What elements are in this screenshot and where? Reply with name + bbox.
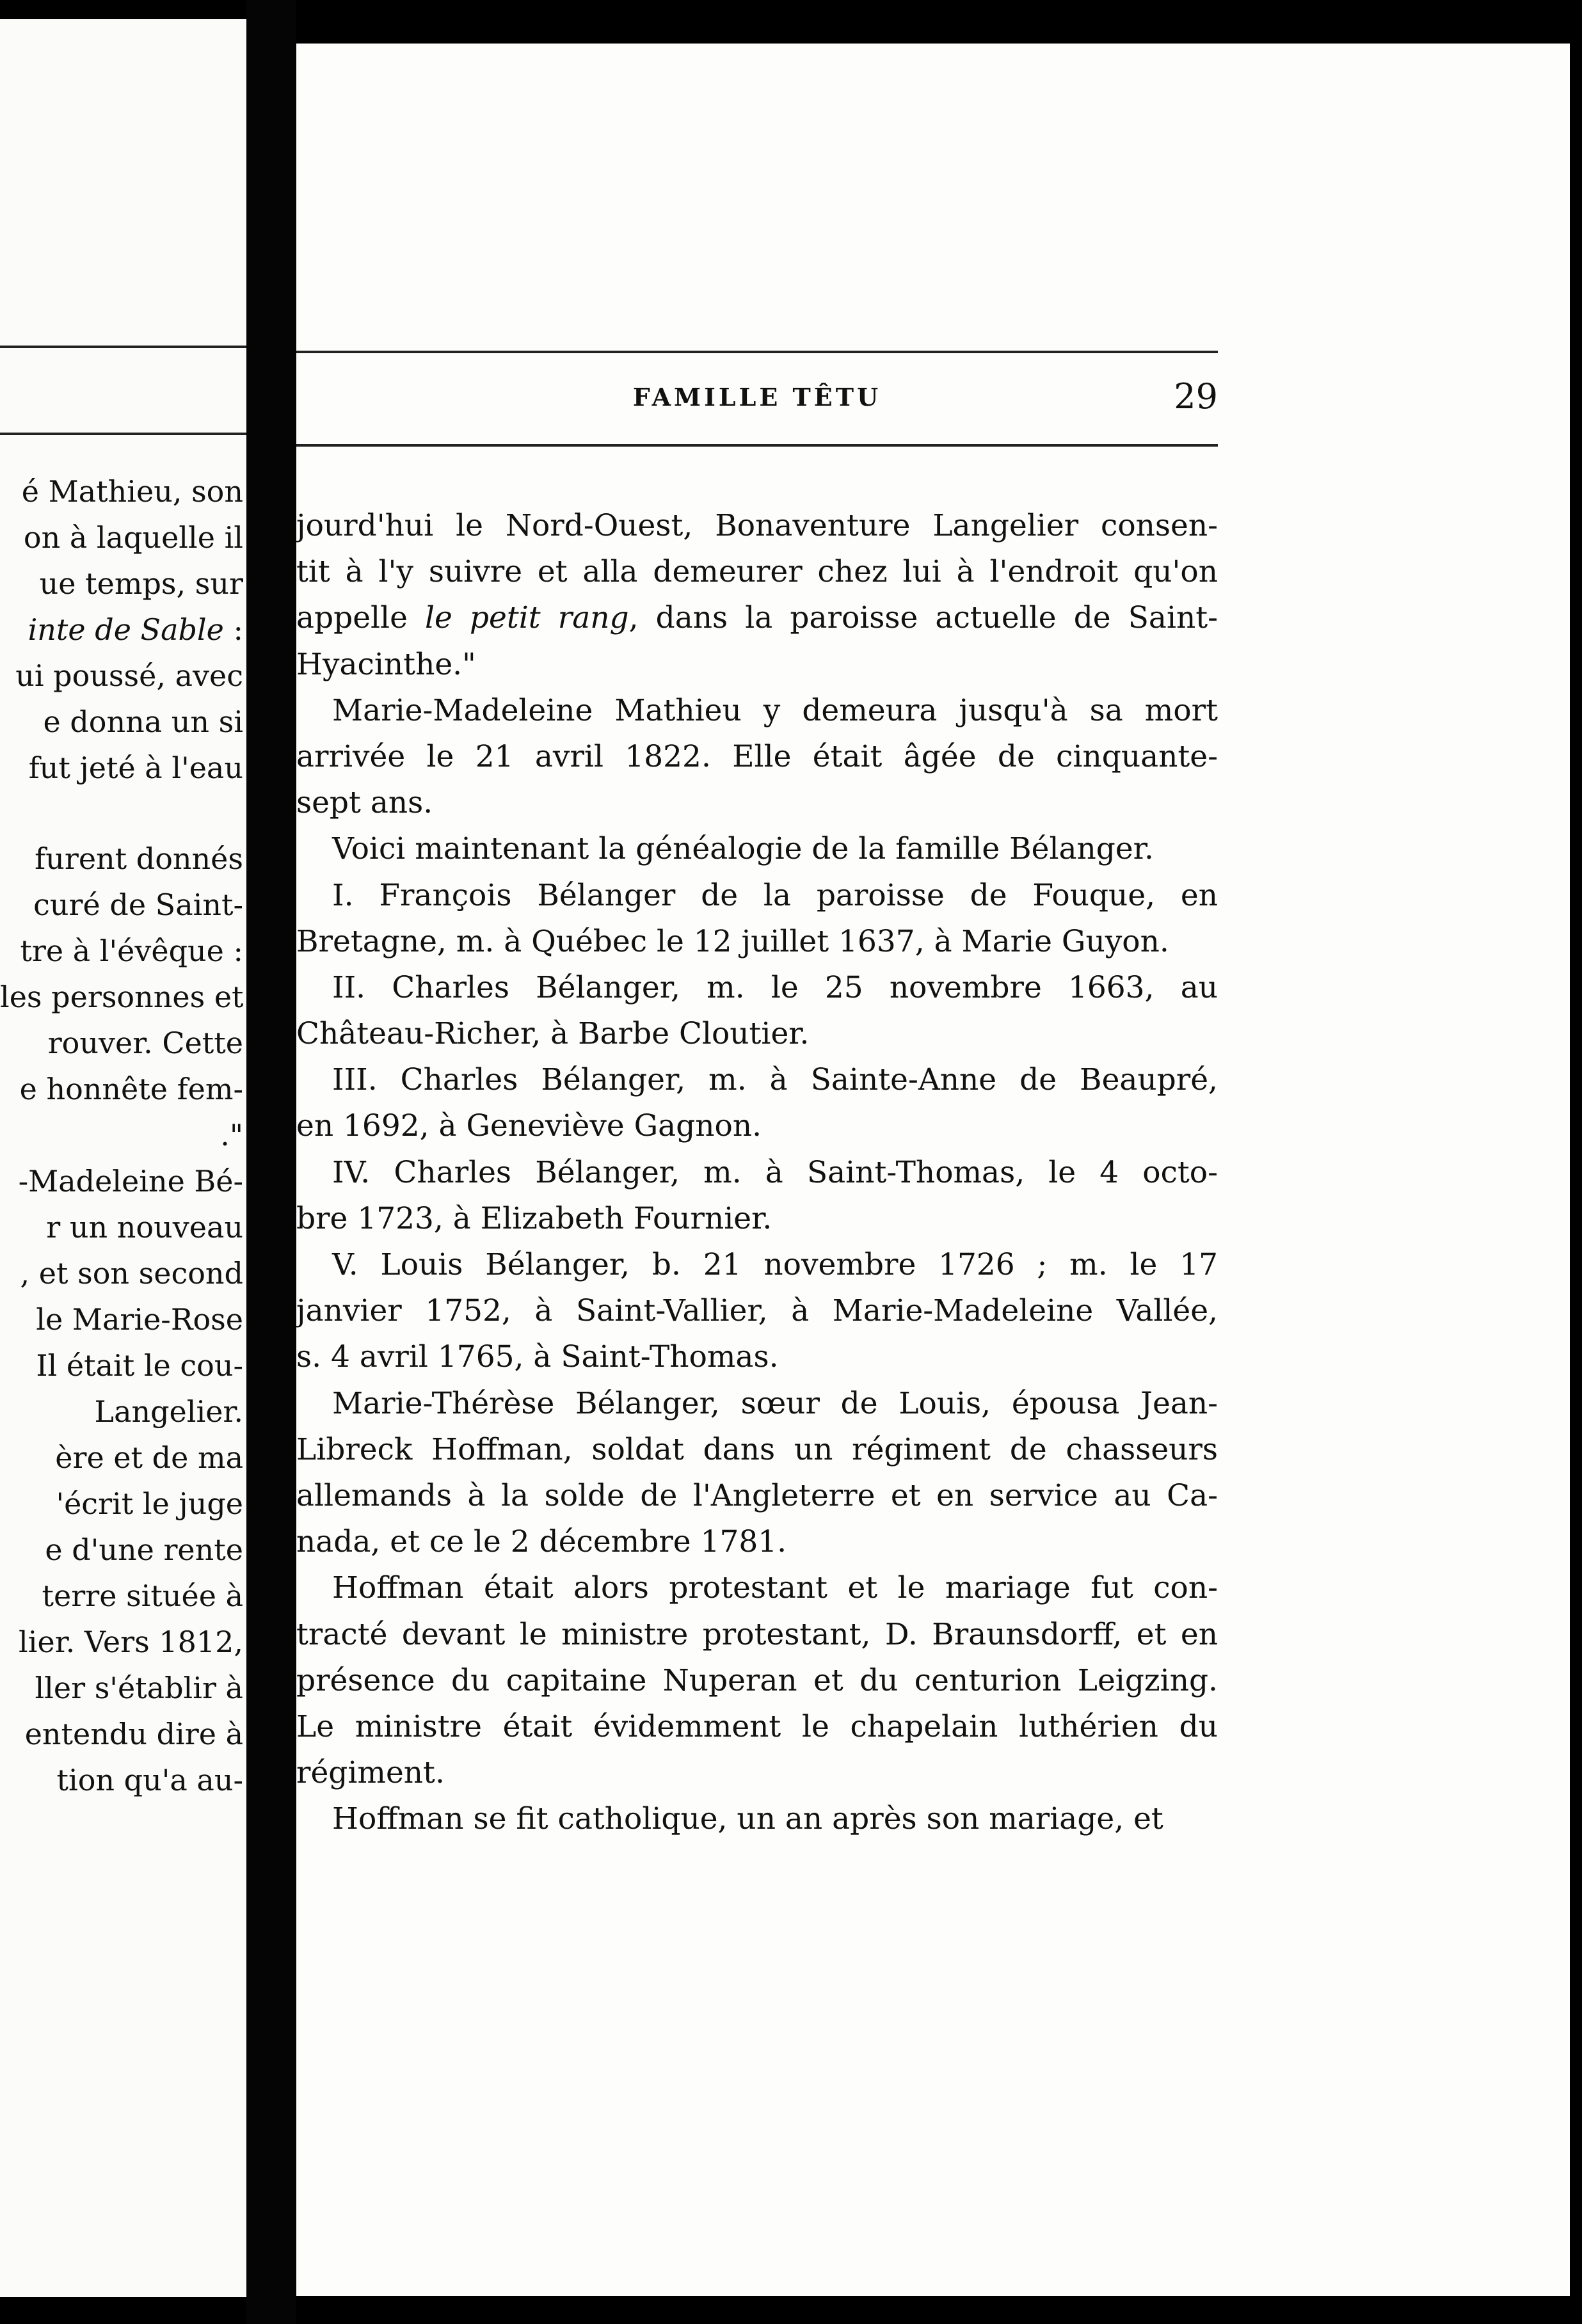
text-line: furent donnés [35, 841, 243, 876]
text-line: Hoffman était alors protestant et le mariage fut con- [332, 1570, 1218, 1606]
text-line: e donna un si [43, 704, 243, 739]
text-line: les personnes et [0, 980, 244, 1014]
text-line: entendu dire à [24, 1717, 243, 1751]
text-line: e d'une rente [45, 1532, 243, 1567]
text-line: Hyacinthe." [296, 646, 476, 682]
text-line: I. François Bélanger de la paroisse de Fouque, en [332, 877, 1218, 913]
header-rule-top [296, 351, 1218, 353]
text-line: tion qu'a au- [56, 1763, 243, 1797]
text-line: inte de Sable : [28, 612, 243, 647]
text-line: jourd'hui le Nord-Ouest, Bonaventure Langelier consen- [296, 508, 1218, 543]
text-line: curé de Saint- [33, 887, 243, 922]
header-rule-bottom [296, 444, 1218, 447]
paragraph [296, 965, 1218, 1057]
text-line: tracté devant le ministre protestant, D. Braunsdorff, et en [296, 1616, 1218, 1652]
text-line: appelle le petit rang, dans la paroisse actuelle de Saint- [296, 600, 1218, 636]
text-line: lier. Vers 1812, [19, 1625, 243, 1659]
previous-page [0, 19, 246, 2297]
paragraph [296, 503, 1218, 688]
page-number: 29 [1174, 376, 1218, 417]
text-line: nada, et ce le 2 décembre 1781. [296, 1524, 787, 1560]
text-line: ue temps, sur [39, 566, 243, 601]
page-header [296, 376, 1218, 434]
running-title: FAMILLE TÊTU [632, 383, 882, 411]
paragraph [296, 1057, 1218, 1149]
text-line: 'écrit le juge [56, 1486, 243, 1521]
text-line: III. Charles Bélanger, m. à Sainte-Anne de Beaupré, [332, 1062, 1218, 1098]
text-line: sept ans. [296, 785, 433, 821]
paragraph [296, 826, 1218, 872]
text-line: ui poussé, avec [15, 658, 243, 693]
header-rule-bottom [0, 433, 246, 435]
paragraph [296, 1565, 1218, 1796]
text-line: V. Louis Bélanger, b. 21 novembre 1726 ; m. le 17 [332, 1247, 1218, 1282]
text-line: Le ministre était évidemment le chapelain luthérien du [296, 1708, 1218, 1744]
page-gutter [246, 0, 296, 2324]
text-line: Libreck Hoffman, soldat dans un régiment de chasseurs [296, 1431, 1218, 1467]
text-line: tre à l'évêque : [20, 934, 243, 968]
text-line: Bretagne, m. à Québec le 12 juillet 1637, à Marie Guyon. [296, 923, 1169, 959]
text-line: ère et de ma [55, 1440, 243, 1475]
text-line: tit à l'y suivre et alla demeurer chez lui à l'endroit qu'on [296, 554, 1218, 590]
text-line: Il était le cou- [36, 1348, 243, 1383]
text-line: fut jeté à l'eau [28, 751, 243, 785]
text-line: arrivée le 21 avril 1822. Elle était âgée de cinquante- [296, 738, 1218, 774]
text-line: Voici maintenant la généalogie de la famille Bélanger. [332, 831, 1154, 867]
previous-page-text [0, 468, 243, 1803]
text-line: présence du capitaine Nuperan et du centurion Leigzing. [296, 1662, 1218, 1698]
text-line: é Mathieu, son [21, 474, 243, 509]
text-line: Hoffman se fit catholique, un an après son mariage, et [332, 1801, 1163, 1837]
text-line: terre située à [42, 1579, 243, 1613]
paragraph [296, 1381, 1218, 1566]
text-line: on à laquelle il [23, 520, 243, 555]
paragraph [296, 688, 1218, 827]
text-line: ller s'établir à [35, 1671, 243, 1705]
text-line: r un nouveau [46, 1210, 243, 1245]
text-line: II. Charles Bélanger, m. le 25 novembre 1663, au [332, 969, 1218, 1005]
text-line: rouver. Cette [47, 1026, 243, 1060]
text-line: janvier 1752, à Saint-Vallier, à Marie-Madeleine Vallée, [296, 1293, 1218, 1329]
text-line: s. 4 avril 1765, à Saint-Thomas. [296, 1339, 779, 1375]
paragraph [296, 1242, 1218, 1381]
paragraph [296, 873, 1218, 965]
text-line: Marie-Thérèse Bélanger, sœur de Louis, épousa Jean- [332, 1385, 1218, 1421]
text-line: -Madeleine Bé- [18, 1164, 243, 1198]
text-line: Langelier. [94, 1394, 243, 1429]
header-rule-top [0, 346, 246, 348]
paragraph [296, 1150, 1218, 1242]
body-text [296, 503, 1218, 1842]
text-line: le Marie-Rose [36, 1302, 243, 1337]
text-line: bre 1723, à Elizabeth Fournier. [296, 1200, 772, 1236]
text-line: Château-Richer, à Barbe Cloutier. [296, 1016, 810, 1052]
text-line: IV. Charles Bélanger, m. à Saint-Thomas, le 4 octo- [332, 1154, 1218, 1190]
text-line: en 1692, à Geneviève Gagnon. [296, 1108, 762, 1144]
blank-line [0, 791, 243, 836]
text-line: ." [220, 1118, 243, 1152]
text-line: e honnête fem- [19, 1072, 243, 1106]
text-line: , et son second [20, 1256, 243, 1291]
page-29 [296, 44, 1570, 2296]
text-line: allemands à la solde de l'Angleterre et en service au Ca- [296, 1477, 1218, 1513]
text-line: régiment. [296, 1755, 445, 1791]
text-line: Marie-Madeleine Mathieu y demeura jusqu'à sa mort [332, 692, 1218, 728]
paragraph [296, 1796, 1218, 1842]
